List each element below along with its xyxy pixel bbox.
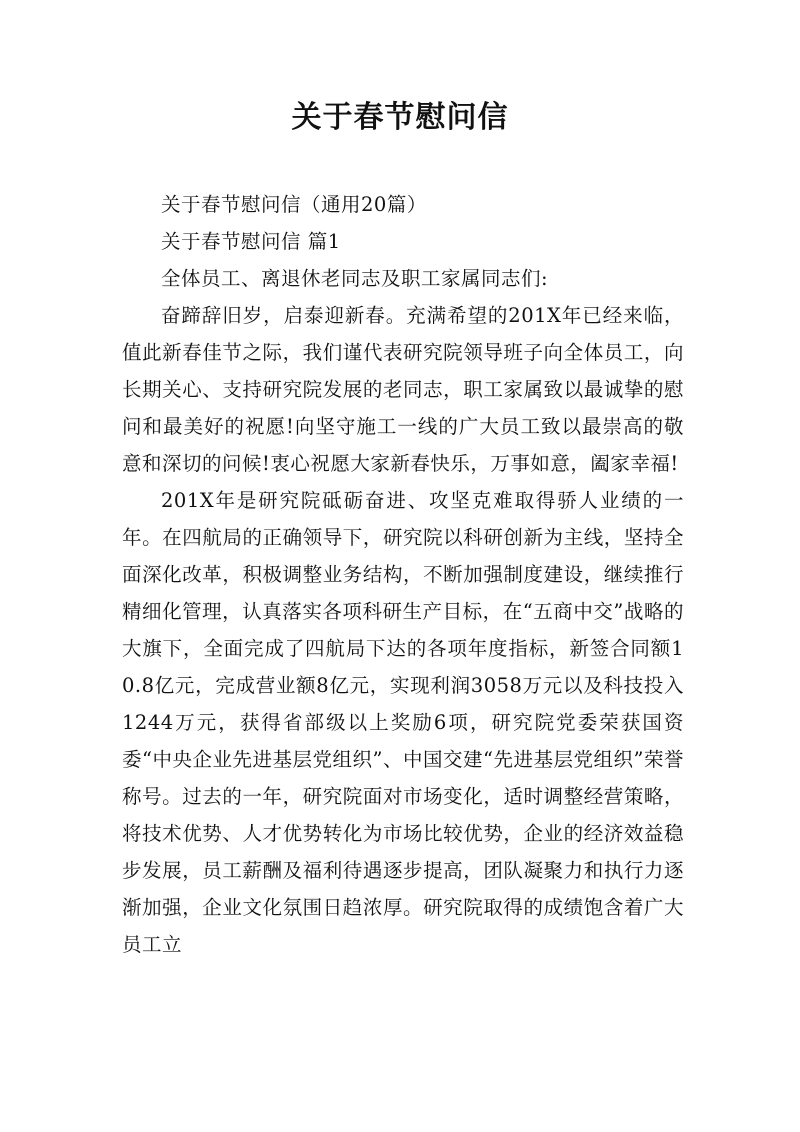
body-paragraph: 201X年是研究院砥砺奋进、攻坚克难取得骄人业绩的一年。在四航局的正确领导下，研究院以科研创新为主线，坚持全面深化改革，积极调整业务结构，不断加强制度建设，继续推行精细化管理，认真落实各项科研生产目标，在“五商中交”战略的大旗下，全面完成了四航局下达的各项年度指标，新签合同额10.8亿元，完成营业额8亿元，实现利润3058万元以及科技投入1244万元，获得省部级以上奖励6项，研究院党委荣获国资委“中央企业先进基层党组织”、中国交建“先进基层党组织”荣誉称号。过去的一年，研究院面对市场变化，适时调整经营策略，将技术优势、人才优势转化为市场比较优势，企业的经济效益稳步发展，员工薪酬及福利待遇逐步提高，团队凝聚力和执行力逐渐加强，企业文化氛围日趋浓厚。研究院取得的成绩饱含着广大员工立 (122, 489, 684, 956)
body-paragraph: 奋蹄辞旧岁，启泰迎新春。充满希望的201X年已经来临，值此新春佳节之际，我们谨代表研究院领导班子向全体员工，向长期关心、支持研究院发展的老同志，职工家属致以最诚挚的慰问和最美好的祝愿!向坚守施工一线的广大员工致以最崇高的敬意和深切的问候!衷心祝愿大家新春快乐，万事如意，阖家幸福! (122, 304, 684, 475)
document-title: 关于春节慰问信 (291, 100, 509, 135)
section-heading: 关于春节慰问信 篇1 (161, 230, 341, 253)
salutation: 全体员工、离退休老同志及职工家属同志们: (161, 267, 549, 290)
document-body (122, 186, 684, 963)
subtitle-line: 关于春节慰问信（通用20篇） (161, 193, 427, 216)
